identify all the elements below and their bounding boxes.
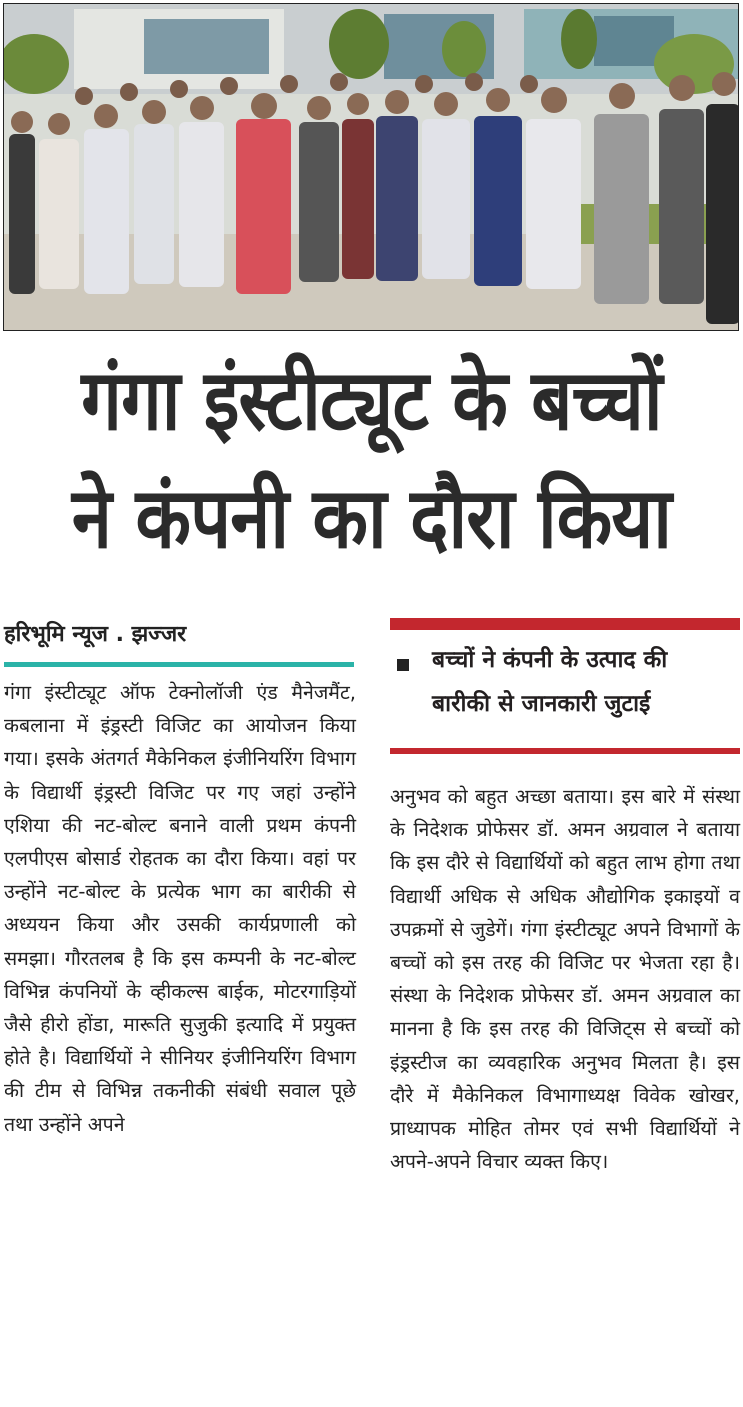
headline-line-1: गंगा इंस्टीट्यूट के बच्चों bbox=[81, 351, 662, 449]
pull-quote-top-rule bbox=[390, 618, 740, 630]
pull-quote-bottom-rule bbox=[390, 748, 740, 754]
pull-quote-line-1: बच्चों ने कंपनी के उत्पाद की bbox=[432, 647, 668, 673]
byline: हरिभूमि न्यूज . झज्जर bbox=[4, 622, 187, 647]
headline-line-2: ने कंपनी का दौरा किया bbox=[71, 469, 672, 567]
bullet-icon bbox=[397, 659, 409, 671]
byline-divider bbox=[4, 662, 354, 667]
pull-quote-line-2: बारीकी से जानकारी जुटाई bbox=[432, 691, 651, 717]
article-body-left: गंगा इंस्टीट्यूट ऑफ टेक्नोलॉजी एंड मैनेजमैंट, कबलाना में इंड्रस्टी विजिट का आयोजन किया गया। इसके अंतगर्त मैकेनिकल इंजीनियरिंग विभाग के विद्यार्थी इंड्रस्टी विजिट पर गए जहां उन्होंने एशिया की नट-बोल्ट बनाने वाली प्रथम कंपनी एलपीएस बोसार्ड रोहतक का दौरा किया। वहां पर उन्होंने नट-बोल्ट के प्रत्येक भाग का बारीकी से अध्ययन किया और उसकी कार्यप्रणाली को समझा। गौरतलब है कि इस कम्पनी के नट-बोल्ट विभिन्न कंपनियों के व्हीकल्स बाईक, मोटरगाड़ियों जैसे हीरो होंडा, मारूति सुजुकी इत्यादि में प्रयुक्त होते है। विद्यार्थियों ने सीनियर इंजीनियरिंग विभाग की टीम से विभिन्न तकनीकी संबंधी सवाल पूछे तथा उन्होंने अपने bbox=[4, 681, 356, 1136]
group-photo bbox=[3, 3, 739, 331]
article-body-right: अनुभव को बहुत अच्छा बताया। इस बारे में संस्था के निदेशक प्रोफेसर डॉ. अमन अग्रवाल ने बताया कि इस दौरे से विद्यार्थियों को बहुत लाभ होगा तथा विद्यार्थी अधिक से अधिक औद्योगिक इकाइयों व उपक्रमों से जुडेगें। गंगा इंस्टीट्यूट अपने विभागों के बच्चों को इस तरह की विजिट पर भेजता रहा है। संस्था के निदेशक प्रोफेसर डॉ. अमन अग्रवाल का मानना है कि इस तरह की विजिट्स से बच्चों को इंड्रस्टीज का व्यवहारिक अनुभव मिलता है। इस दौरे में मैकेनिकल विभागाध्यक्ष विवेक खोखर, प्राध्यापक मोहित तोमर एवं सभी विद्यार्थियों ने अपने-अपने विचार व्यक्त किए। bbox=[390, 785, 740, 1174]
